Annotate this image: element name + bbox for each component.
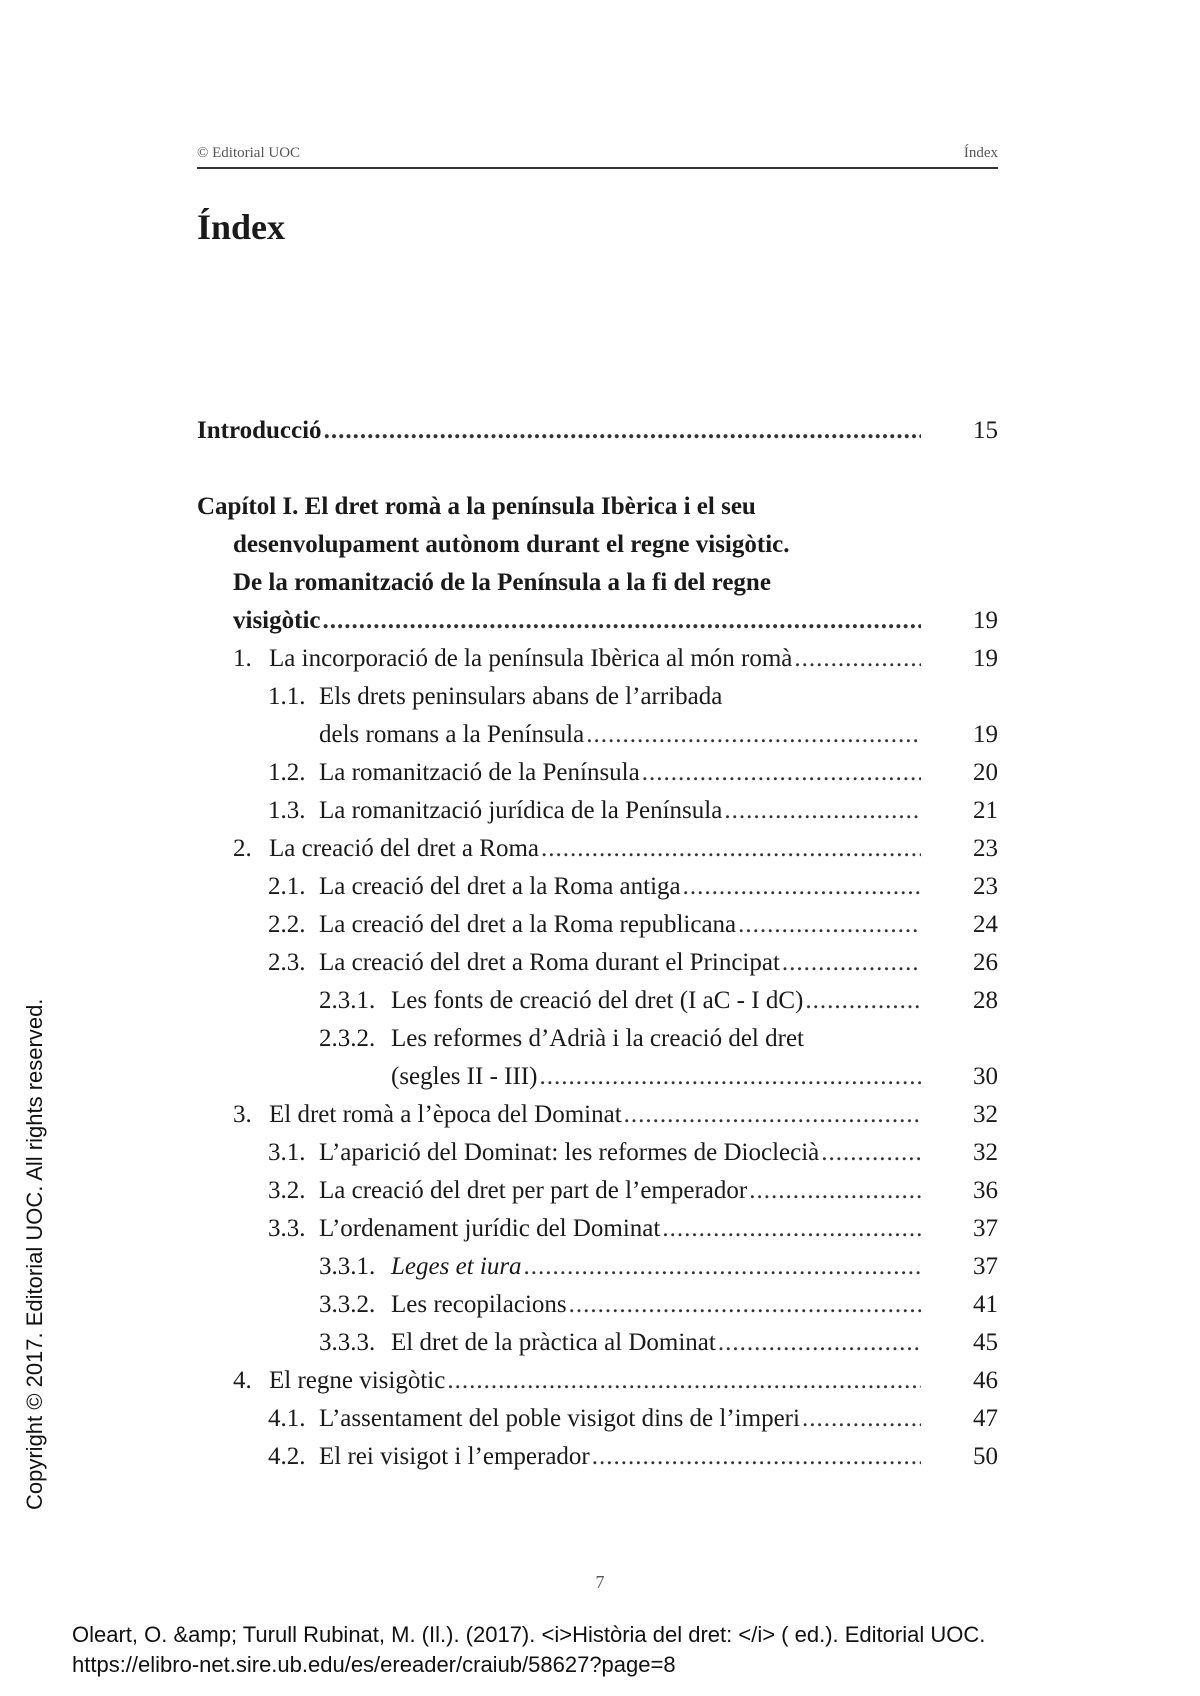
toc-entry-title: El dret de la pràctica al Dominat bbox=[391, 1329, 716, 1356]
toc-page-number: 41 bbox=[973, 1291, 998, 1318]
toc-entry[interactable] bbox=[268, 756, 925, 790]
leader-dots bbox=[749, 1174, 921, 1208]
toc-page-number: 23 bbox=[973, 873, 998, 900]
toc-entry-number: 2.3. bbox=[268, 949, 306, 976]
toc-entry-number: 3.1. bbox=[268, 1139, 306, 1166]
leader-dots bbox=[782, 946, 921, 980]
toc-chapter-line[interactable] bbox=[233, 566, 925, 600]
header-section: Índex bbox=[963, 145, 998, 161]
toc-entry-title: La creació del dret a la Roma antiga bbox=[319, 873, 681, 900]
leader-dots bbox=[683, 870, 921, 904]
toc-entry[interactable] bbox=[268, 1440, 925, 1474]
toc-entry-number: 3.3.2. bbox=[319, 1291, 376, 1318]
toc-entry-title: (segles II - III) bbox=[391, 1063, 538, 1090]
leader-dots bbox=[569, 1288, 921, 1322]
running-header bbox=[197, 145, 998, 169]
toc-entry-title: La creació del dret a la Roma republicana bbox=[319, 911, 737, 938]
page-title: Índex bbox=[197, 207, 286, 247]
toc-entry[interactable] bbox=[268, 1174, 925, 1208]
leader-dots bbox=[802, 1402, 921, 1436]
page-number: 7 bbox=[595, 1572, 605, 1592]
toc-entry-title: Les recopilacions bbox=[391, 1291, 567, 1318]
toc-entry-title: De la romanització de la Península a la fi del regne bbox=[233, 569, 771, 596]
leader-dots bbox=[539, 1060, 921, 1094]
toc-entry-title: El regne visigòtic bbox=[269, 1367, 446, 1394]
leader-dots bbox=[724, 794, 921, 828]
toc-entry-continuation[interactable] bbox=[391, 1060, 925, 1094]
toc-entry-title: El dret romà a l’època del Dominat bbox=[269, 1101, 622, 1128]
toc-entry[interactable] bbox=[319, 984, 925, 1018]
leader-dots bbox=[324, 414, 921, 448]
header-publisher: © Editorial UOC bbox=[197, 145, 301, 161]
leader-dots bbox=[624, 1098, 921, 1132]
toc-entry-number: 2. bbox=[233, 835, 252, 862]
toc-page-number: 50 bbox=[973, 1443, 998, 1470]
toc-page-number: 45 bbox=[973, 1329, 998, 1356]
toc-chapter-line[interactable] bbox=[233, 604, 925, 638]
toc-page-number: 32 bbox=[973, 1101, 998, 1128]
toc-entry-continuation[interactable] bbox=[319, 718, 925, 752]
citation-footer bbox=[72, 1620, 985, 1680]
toc-entry-title: La creació del dret a Roma bbox=[269, 835, 539, 862]
toc-page-number: 19 bbox=[973, 721, 998, 748]
toc-entry[interactable] bbox=[268, 680, 925, 714]
toc-entry-title: dels romans a la Península bbox=[319, 721, 585, 748]
toc-entry[interactable] bbox=[268, 908, 925, 942]
toc-entry-number: 4. bbox=[233, 1367, 252, 1394]
toc-page-number: 19 bbox=[973, 607, 998, 634]
leader-dots bbox=[642, 756, 921, 790]
toc-entry-title: Els drets peninsulars abans de l’arribada bbox=[319, 683, 723, 710]
toc-entry-number: 2.2. bbox=[268, 911, 306, 938]
leader-dots bbox=[738, 908, 921, 942]
toc-entry-number: 3.3.1. bbox=[319, 1253, 376, 1280]
toc-entry[interactable] bbox=[319, 1288, 925, 1322]
leader-dots bbox=[592, 1440, 921, 1474]
toc-entry-number: 2.3.2. bbox=[319, 1025, 376, 1052]
toc-entry-title: La creació del dret a Roma durant el Principat bbox=[319, 949, 780, 976]
toc-entry[interactable] bbox=[233, 642, 925, 676]
toc-page-number: 19 bbox=[973, 645, 998, 672]
toc-entry-number: 2.1. bbox=[268, 873, 306, 900]
toc-entry[interactable] bbox=[268, 946, 925, 980]
leader-dots bbox=[794, 642, 921, 676]
toc-entry-number: 3.3.3. bbox=[319, 1329, 376, 1356]
toc-entry-number: 3. bbox=[233, 1101, 252, 1128]
toc-entry-title: L’aparició del Dominat: les reformes de Dioclecià bbox=[319, 1139, 820, 1166]
toc-entry[interactable] bbox=[233, 832, 925, 866]
citation-url[interactable]: https://elibro-net.sire.ub.edu/es/ereader/craiub/58627?page=8 bbox=[72, 1652, 676, 1677]
toc-entry-number: 4.2. bbox=[268, 1443, 306, 1470]
toc-entry-title: La romanització jurídica de la Península bbox=[319, 797, 723, 824]
toc-entry[interactable] bbox=[268, 1402, 925, 1436]
toc-chapter-line[interactable] bbox=[197, 490, 925, 524]
toc-page-number: 37 bbox=[973, 1215, 998, 1242]
toc-entry-number: 2.3.1. bbox=[319, 987, 376, 1014]
side-copyright-notice: Copyright © 2017. Editorial UOC. All rights reserved. bbox=[22, 998, 47, 1510]
toc-entry-title: Leges et iura bbox=[391, 1253, 522, 1280]
toc-entry[interactable] bbox=[268, 794, 925, 828]
toc-entry[interactable] bbox=[319, 1326, 925, 1360]
toc-entry[interactable] bbox=[268, 1136, 925, 1170]
leader-dots bbox=[447, 1364, 921, 1398]
toc-page-number: 32 bbox=[973, 1139, 998, 1166]
toc-entry-number: 3.3. bbox=[268, 1215, 306, 1242]
toc-entry-number: 3.2. bbox=[268, 1177, 306, 1204]
toc-page-number: 30 bbox=[973, 1063, 998, 1090]
toc-page-number: 15 bbox=[973, 417, 998, 444]
toc-page-number: 24 bbox=[973, 911, 998, 938]
toc-chapter-line[interactable] bbox=[233, 528, 925, 562]
toc-entry-title: La romanització de la Península bbox=[319, 759, 640, 786]
toc-entry-title: Les reformes d’Adrià i la creació del dret bbox=[391, 1025, 804, 1052]
toc-entry-title: Les fonts de creació del dret (I aC - I dC) bbox=[391, 987, 804, 1014]
toc-entry-title: desenvolupament autònom durant el regne visigòtic. bbox=[233, 531, 790, 558]
toc-entry-title: El rei visigot i l’emperador bbox=[319, 1443, 590, 1470]
leader-dots bbox=[541, 832, 921, 866]
leader-dots bbox=[662, 1212, 921, 1246]
toc-entry-title: visigòtic bbox=[233, 607, 321, 634]
toc-entry[interactable] bbox=[233, 1098, 925, 1132]
leader-dots bbox=[586, 718, 921, 752]
toc-entry-number: 1.2. bbox=[268, 759, 306, 786]
toc-entry-number: 1.1. bbox=[268, 683, 306, 710]
citation-reference: Oleart, O. &amp; Turull Rubinat, M. (Il.). (2017). <i>Història del dret: </i> ( ed.). Editorial UOC. bbox=[72, 1622, 986, 1647]
toc-entry[interactable] bbox=[268, 1212, 925, 1246]
toc-page-number: 26 bbox=[973, 949, 998, 976]
leader-dots bbox=[718, 1326, 921, 1360]
toc-entry-title: L’assentament del poble visigot dins de l’imperi bbox=[319, 1405, 800, 1432]
toc-entry-title: La creació del dret per part de l’emperador bbox=[319, 1177, 748, 1204]
toc-entry[interactable] bbox=[319, 1022, 925, 1056]
toc-page-number: 21 bbox=[973, 797, 998, 824]
toc-page-number: 20 bbox=[973, 759, 998, 786]
toc-entry[interactable] bbox=[319, 1250, 925, 1284]
toc-page-number: 47 bbox=[973, 1405, 998, 1432]
toc-page-number: 46 bbox=[973, 1367, 998, 1394]
leader-dots bbox=[323, 604, 922, 638]
leader-dots bbox=[524, 1250, 921, 1284]
toc-entry[interactable] bbox=[197, 414, 925, 448]
toc-entry-number: 1. bbox=[233, 645, 252, 672]
toc-entry-title: L’ordenament jurídic del Dominat bbox=[319, 1215, 661, 1242]
toc-entry-number: 1.3. bbox=[268, 797, 306, 824]
toc-entry-title: Introducció bbox=[197, 417, 322, 444]
leader-dots bbox=[821, 1136, 921, 1170]
toc-page-number: 23 bbox=[973, 835, 998, 862]
toc-entry-title: La incorporació de la península Ibèrica al món romà bbox=[269, 645, 793, 672]
toc-page-number: 37 bbox=[973, 1253, 998, 1280]
toc-entry-number: 4.1. bbox=[268, 1405, 306, 1432]
toc-entry[interactable] bbox=[233, 1364, 925, 1398]
leader-dots bbox=[805, 984, 921, 1018]
toc-page-number: 36 bbox=[973, 1177, 998, 1204]
toc-page-number: 28 bbox=[973, 987, 998, 1014]
toc-entry[interactable] bbox=[268, 870, 925, 904]
toc-entry-title: Capítol I. El dret romà a la península Ibèrica i el seu bbox=[197, 493, 756, 520]
